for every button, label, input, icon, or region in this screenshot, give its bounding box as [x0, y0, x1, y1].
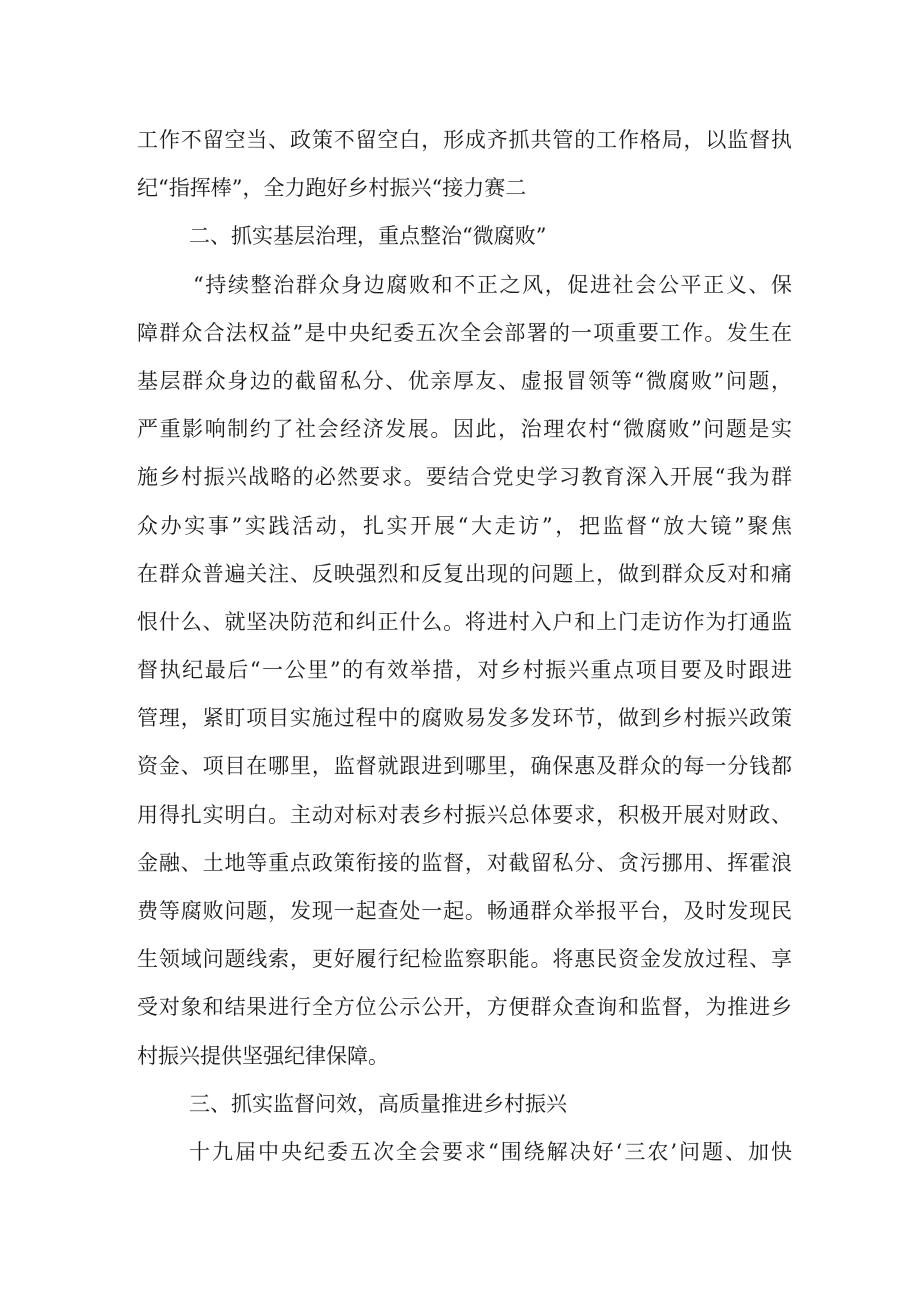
text-line: 基层群众身边的截留私分、优亲厚友、虚报冒领等“微腐败”问题，: [137, 368, 792, 393]
section-heading: 三、抓实监督问效，高质量推进乡村振兴: [189, 1091, 567, 1116]
text-line: 施乡村振兴战略的必然要求。要结合党史学习教育深入开展“我为群: [137, 465, 792, 490]
section-heading: 二、抓实基层治理，重点整治“微腐败”: [189, 224, 547, 249]
text-line: 恨什么、就坚决防范和纠正什么。将进村入户和上门走访作为打通监: [137, 609, 792, 634]
text-line: 资金、项目在哪里，监督就跟进到哪里，确保惠及群众的每一分钱都: [137, 754, 792, 779]
text-line: 管理，紧盯项目实施过程中的腐败易发多发环节，做到乡村振兴政策: [137, 706, 792, 731]
text-line: 严重影响制约了社会经济发展。因此，治理农村“微腐败”问题是实: [137, 417, 792, 442]
text-line: 障群众合法权益”是中央纪委五次全会部署的一项重要工作。发生在: [137, 320, 792, 345]
text-line: 受对象和结果进行全方位公示公开，方便群众查询和监督，为推进乡: [137, 995, 792, 1020]
text-line: 生领域问题线索，更好履行纪检监察职能。将惠民资金发放过程、享: [137, 947, 792, 972]
text-line: 工作不留空当、政策不留空白，形成齐抓共管的工作格局，以监督执: [137, 128, 792, 152]
text-line: 督执纪最后“一公里”的有效举措，对乡村振兴重点项目要及时跟进: [137, 658, 792, 683]
text-line: 金融、土地等重点政策衔接的监督，对截留私分、贪污挪用、挥霍浪: [137, 850, 792, 875]
text-line: 用得扎实明白。主动对标对表乡村振兴总体要求，积极开展对财政、: [137, 802, 792, 827]
paragraph-first-line: “持续整治群众身边腐败和不正之风，促进社会公平正义、保: [193, 272, 792, 297]
text-line: 村振兴提供坚强纪律保障。: [137, 1043, 389, 1068]
text-line: 在群众普遍关注、反映强烈和反复出现的问题上，做到群众反对和痛: [137, 561, 792, 586]
paragraph-first-line: 十九届中央纪委五次全会要求“围绕解决好‘三农’问题、加快: [189, 1139, 792, 1164]
text-line: 众办实事”实践活动，扎实开展“大走访”，把监督“放大镜”聚焦: [137, 513, 792, 538]
document-body: [137, 116, 792, 1176]
text-line: 纪“指挥棒”，全力跑好乡村振兴“接力赛二: [137, 176, 527, 201]
text-line: 费等腐败问题，发现一起查处一起。畅通群众举报平台，及时发现民: [137, 899, 792, 923]
